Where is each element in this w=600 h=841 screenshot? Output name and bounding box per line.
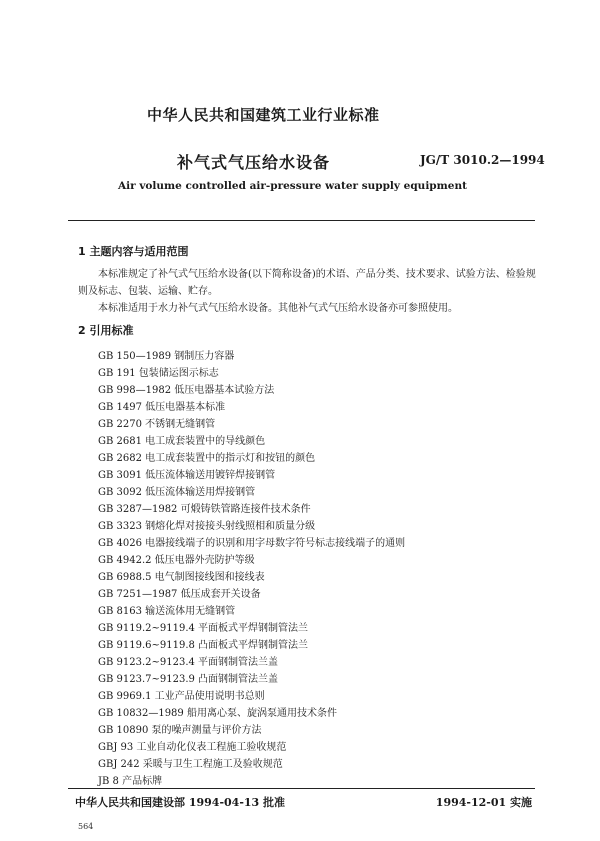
section-1-paragraph-1-line-2: 则及标志、包装、运输、贮存。 [78, 286, 218, 297]
reference-item: GB 2270 不锈钢无缝钢管 [98, 419, 216, 430]
reference-item: GB 4026 电器接线端子的识别和用字母数字符号标志接线端子的通则 [98, 538, 406, 549]
reference-item: GB 2682 电工成套装置中的指示灯和按钮的颜色 [98, 453, 316, 464]
reference-item: GB 9123.7~9123.9 凸面钢制管法兰盖 [98, 674, 279, 685]
reference-item: GB 3092 低压流体输送用焊接钢管 [98, 487, 256, 498]
approval-notice: 中华人民共和国建设部 1994-04-13 批准 [75, 796, 286, 809]
issuing-organization: 中华人民共和国建筑工业行业标准 [147, 106, 380, 124]
page-number: 564 [78, 822, 94, 831]
reference-item: GB 8163 输送流体用无缝钢管 [98, 606, 236, 617]
reference-item: GB 9119.2~9119.4 平面板式平焊钢制管法兰 [98, 623, 309, 634]
reference-item: GB 3323 钢熔化焊对接接头射线照相和质量分级 [98, 521, 316, 532]
english-title: Air volume controlled air-pressure water supply equipment [118, 180, 467, 192]
reference-item: GB 191 包装储运图示标志 [98, 368, 219, 379]
reference-item: GB 3287—1982 可煅铸铁管路连接件技术条件 [98, 504, 311, 515]
section-1-heading: 1 主题内容与适用范围 [78, 245, 189, 258]
reference-item: GB 4942.2 低压电器外壳防护等级 [98, 555, 255, 566]
header-rule [68, 220, 535, 221]
reference-item: GB 9119.6~9119.8 凸面板式平焊钢制管法兰 [98, 640, 309, 651]
section-1-paragraph-2: 本标准适用于水力补气式气压给水设备。其他补气式气压给水设备亦可参照使用。 [98, 303, 458, 314]
reference-item: GB 150—1989 钢制压力容器 [98, 351, 235, 362]
reference-item: GB 9123.2~9123.4 平面钢制管法兰盖 [98, 657, 279, 668]
reference-item: GBJ 93 工业自动化仪表工程施工验收规范 [98, 742, 287, 753]
section-2-heading: 2 引用标准 [78, 324, 134, 337]
reference-item: GB 9969.1 工业产品使用说明书总则 [98, 691, 265, 702]
reference-item: JB 8 产品标牌 [98, 776, 163, 787]
reference-item: GB 2681 电工成套装置中的导线颜色 [98, 436, 266, 447]
reference-item: GB 6988.5 电气制图接线图和接线表 [98, 572, 265, 583]
reference-item: GB 10832—1989 船用离心泵、旋涡泵通用技术条件 [98, 708, 337, 719]
reference-item: GB 10890 泵的噪声测量与评价方法 [98, 725, 262, 736]
reference-item: GB 998—1982 低压电器基本试验方法 [98, 385, 275, 396]
document-title: 补气式气压给水设备 [177, 153, 331, 172]
reference-item: GB 3091 低压流体输送用镀锌焊接钢管 [98, 470, 276, 481]
reference-item: GB 1497 低压电器基本标准 [98, 402, 226, 413]
implementation-date: 1994-12-01 实施 [435, 796, 532, 809]
reference-item: GBJ 242 采暖与卫生工程施工及验收规范 [98, 759, 283, 770]
reference-item: GB 7251—1987 低压成套开关设备 [98, 589, 261, 600]
standard-number: JG/T 3010.2—1994 [420, 153, 545, 167]
footer-rule [68, 788, 535, 789]
section-1-paragraph-1-line-1: 本标准规定了补气式气压给水设备(以下简称设备)的术语、产品分类、技术要求、试验方法、检验规 [98, 269, 536, 280]
